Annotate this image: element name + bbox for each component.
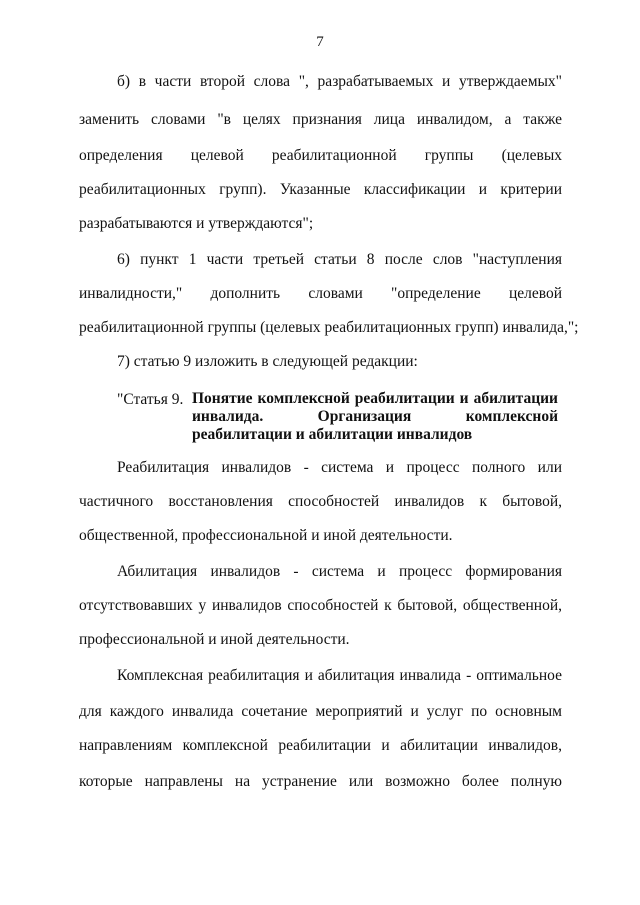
article-title-line: Понятие комплексной реабилитации и абилитации: [192, 390, 558, 407]
text-line: для каждого инвалида сочетание мероприятий и услуг по основным: [79, 703, 562, 720]
text-line: реабилитационной группы (целевых реабилитационных групп) инвалида,";: [79, 319, 579, 336]
text-line: Реабилитация инвалидов - система и процесс полного или: [117, 459, 562, 476]
text-line: б) в части второй слова ", разрабатываемых и утверждаемых": [117, 73, 562, 90]
article-title-line: инвалида. Организация комплексной: [192, 408, 558, 425]
text-line: 6) пункт 1 части третьей статьи 8 после слов "наступления: [117, 251, 562, 268]
text-line: которые направлены на устранение или возможно более полную: [79, 773, 562, 790]
text-line: направлениям комплексной реабилитации и абилитации инвалидов,: [79, 737, 562, 754]
text-line: отсутствовавших у инвалидов способностей к бытовой, общественной,: [79, 597, 562, 614]
text-line: инвалидности," дополнить словами "определение целевой: [79, 285, 562, 302]
text-line: общественной, профессиональной и иной деятельности.: [79, 527, 453, 544]
article-title-line: реабилитации и абилитации инвалидов: [192, 426, 473, 443]
article-label: "Статья 9.: [117, 391, 184, 408]
text-line: определения целевой реабилитационной группы (целевых: [79, 147, 562, 164]
page-number: 7: [316, 34, 324, 50]
text-line: реабилитационных групп). Указанные классификации и критерии: [79, 181, 562, 198]
text-line: частичного восстановления способностей инвалидов к бытовой,: [79, 493, 562, 510]
text-line: Комплексная реабилитация и абилитация инвалида - оптимальное: [117, 667, 562, 684]
text-line: Абилитация инвалидов - система и процесс формирования: [117, 563, 562, 580]
text-line: 7) статью 9 изложить в следующей редакции:: [117, 353, 418, 370]
text-line: профессиональной и иной деятельности.: [79, 631, 350, 648]
text-line: разрабатываются и утверждаются";: [79, 215, 314, 232]
text-line: заменить словами "в целях признания лица инвалидом, а также: [79, 111, 562, 128]
